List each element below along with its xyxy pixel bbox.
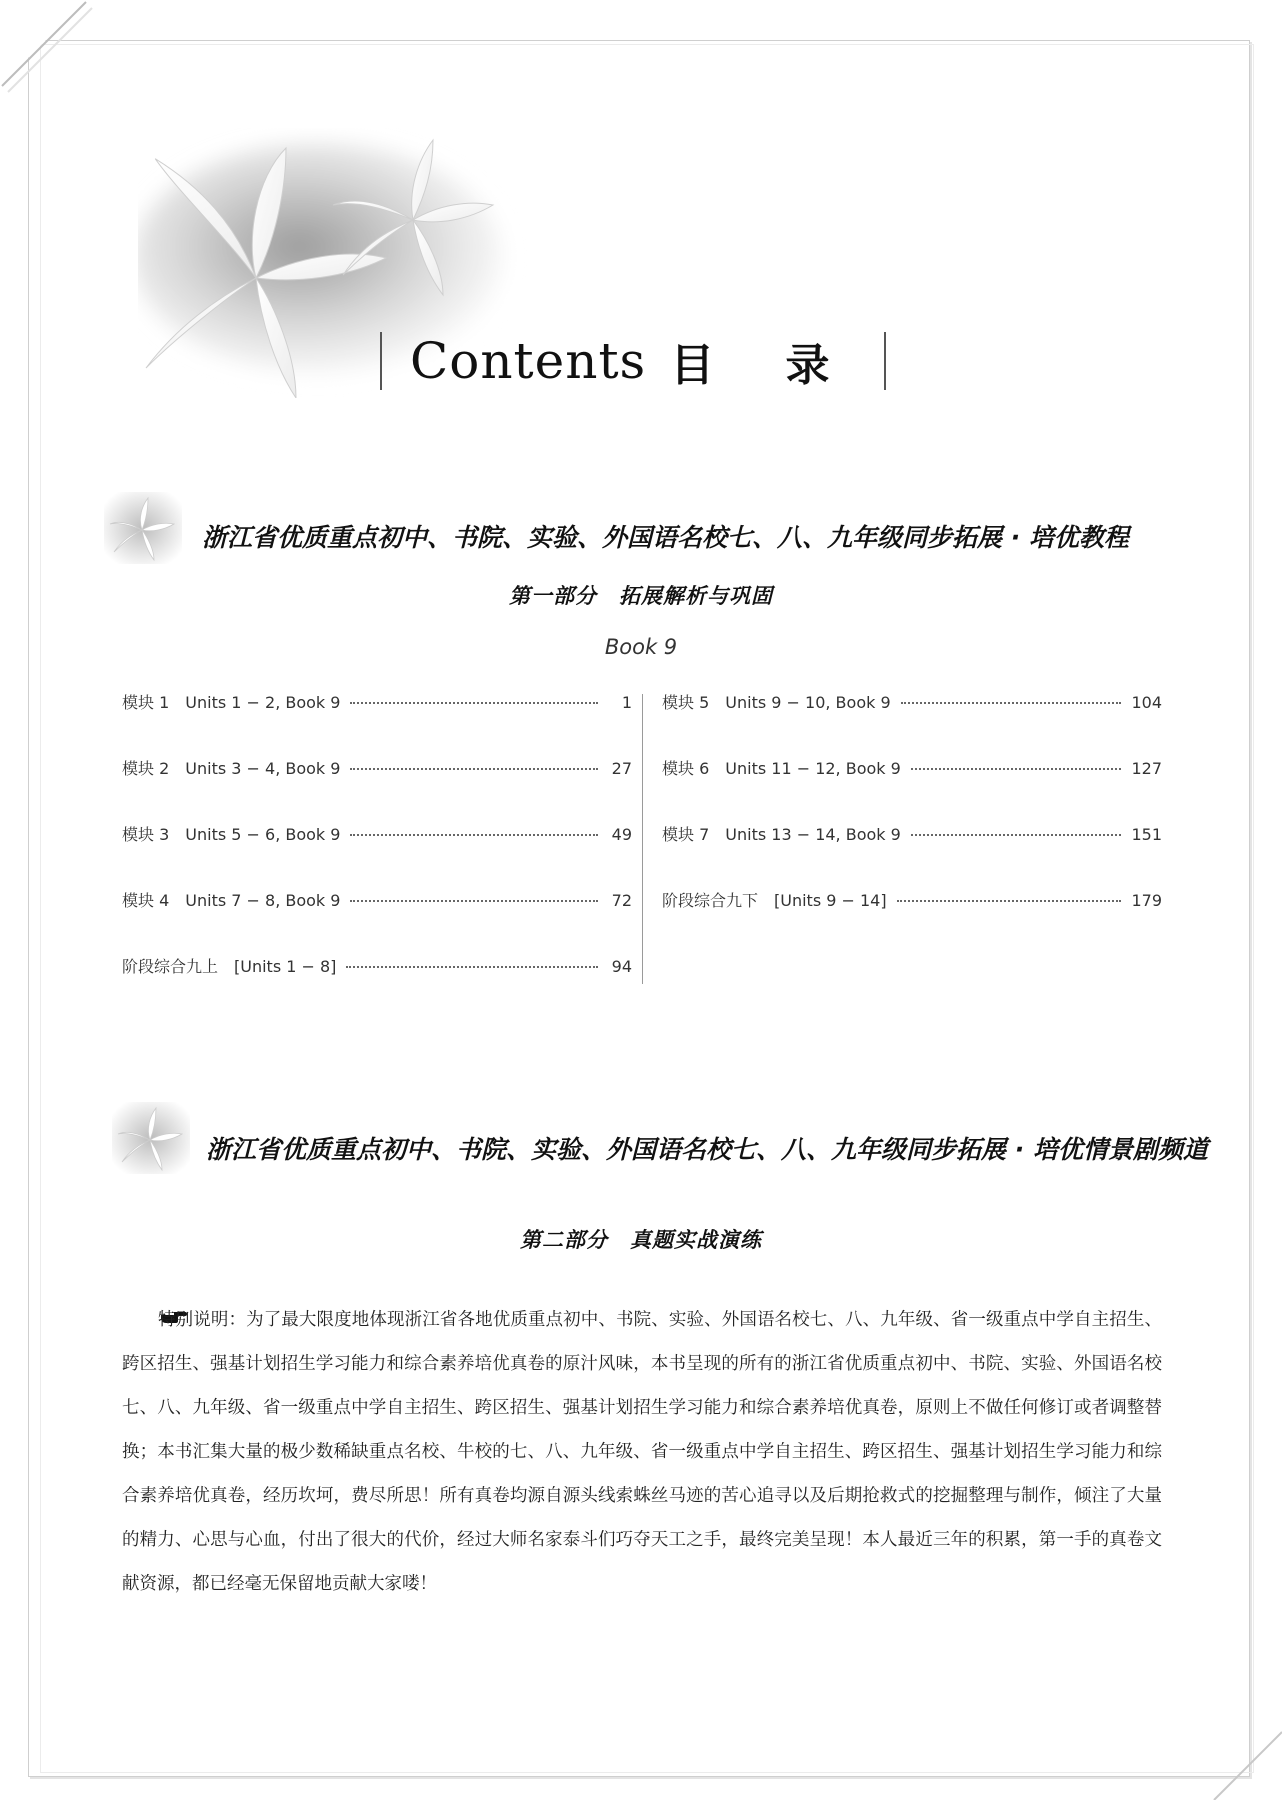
toc-leader-dots xyxy=(346,966,598,968)
toc-entry[interactable] xyxy=(122,822,632,888)
toc-leader-dots xyxy=(350,900,598,902)
toc-entry[interactable] xyxy=(662,888,1162,954)
part-2-heading: 第二部分 真题实战演练 xyxy=(520,1228,762,1252)
page-corner-fold-icon xyxy=(0,0,110,110)
toc-page-number: 72 xyxy=(611,891,632,910)
flower-badge-icon xyxy=(104,492,182,564)
toc-entry-label: 模块 3 Units 5 − 6, Book 9 xyxy=(122,825,341,844)
title-divider xyxy=(884,332,886,390)
toc-page-number: 127 xyxy=(1131,759,1162,778)
toc-leader-dots xyxy=(350,768,598,770)
toc-entry[interactable] xyxy=(122,888,632,954)
toc-page-number: 94 xyxy=(611,957,632,976)
toc-page-number: 27 xyxy=(611,759,632,778)
toc-entry[interactable] xyxy=(662,756,1162,822)
toc-leader-dots xyxy=(901,702,1122,704)
toc-entry[interactable] xyxy=(122,756,632,822)
title-divider xyxy=(380,332,382,390)
section-2-heading: 浙江省优质重点初中、书院、实验、外国语名校七、八、九年级同步拓展 · 培优情景剧频道 xyxy=(206,1135,1208,1164)
toc-entry-label: 模块 5 Units 9 − 10, Book 9 xyxy=(662,693,891,712)
toc-entry[interactable] xyxy=(122,690,632,756)
toc-entry-label: 阶段综合九上 [Units 1 − 8] xyxy=(122,957,337,976)
flower-badge-icon xyxy=(112,1102,190,1174)
toc-column-divider xyxy=(642,694,643,984)
toc-page-number: 104 xyxy=(1131,693,1162,712)
title-english: Contents xyxy=(410,332,647,390)
toc-page-number: 151 xyxy=(1131,825,1162,844)
toc-leader-dots xyxy=(897,900,1122,902)
toc-entry[interactable] xyxy=(662,822,1162,888)
toc-entry-label: 模块 7 Units 13 − 14, Book 9 xyxy=(662,825,901,844)
toc-entry-label: 模块 1 Units 1 − 2, Book 9 xyxy=(122,693,341,712)
toc-entry[interactable] xyxy=(662,690,1162,756)
title-chinese: 目 录 xyxy=(670,340,858,391)
toc-page-number: 49 xyxy=(611,825,632,844)
contents-title xyxy=(380,330,886,392)
toc-right-column xyxy=(662,690,1162,954)
toc-page-number: 179 xyxy=(1131,891,1162,910)
part-1-heading: 第一部分 拓展解析与巩固 xyxy=(509,584,773,608)
toc-leader-dots xyxy=(911,834,1122,836)
toc-leader-dots xyxy=(911,768,1122,770)
toc-page-number: 1 xyxy=(621,693,632,712)
toc-entry-label: 模块 6 Units 11 − 12, Book 9 xyxy=(662,759,901,778)
toc-entry[interactable] xyxy=(122,954,632,1020)
toc-entry-label: 阶段综合九下 [Units 9 − 14] xyxy=(662,891,887,910)
toc-leader-dots xyxy=(350,834,598,836)
toc-entry-label: 模块 2 Units 3 − 4, Book 9 xyxy=(122,759,341,778)
page-corner-fold-icon xyxy=(1202,1720,1282,1800)
toc-entry-label: 模块 4 Units 7 − 8, Book 9 xyxy=(122,891,341,910)
special-note: 特别说明：为了最大限度地体现浙江省各地优质重点初中、书院、实验、外国语名校七、八、九年级、省一级重点中学自主招生、跨区招生、强基计划招生学习能力和综合素养培优真卷的原汁风味，本书呈现的所有的浙江省优质重点初中、书院、实验、外国语名校七、八、九年级、省一级重点中学自主招生、跨区招生、强基计划招生学习能力和综合素养培优真卷，原则上不做任何修订或者调整替换；本书汇集大量的极少数稀缺重点名校、牛校的七、八、九年级、省一级重点中学自主招生、跨区招生、强基计划招生学习能力和综合素养培优真卷，经历坎坷，费尽所思！所有真卷均源自源头线索蛛丝马迹的苦心追寻以及后期抢救式的挖掘整理与制作，倾注了大量的精力、心思与心血，付出了很大的代价，经过大师名家泰斗们巧夺天工之手，最终完美呈现！本人最近三年的积累，第一手的真卷文献资源，都已经毫无保留地贡献大家喽！ xyxy=(122,1310,1162,1594)
toc-left-column xyxy=(122,690,632,1020)
book-label: Book 9 xyxy=(604,635,678,659)
toc-leader-dots xyxy=(350,702,598,704)
section-1-heading: 浙江省优质重点初中、书院、实验、外国语名校七、八、九年级同步拓展 · 培优教程 xyxy=(202,523,1129,552)
